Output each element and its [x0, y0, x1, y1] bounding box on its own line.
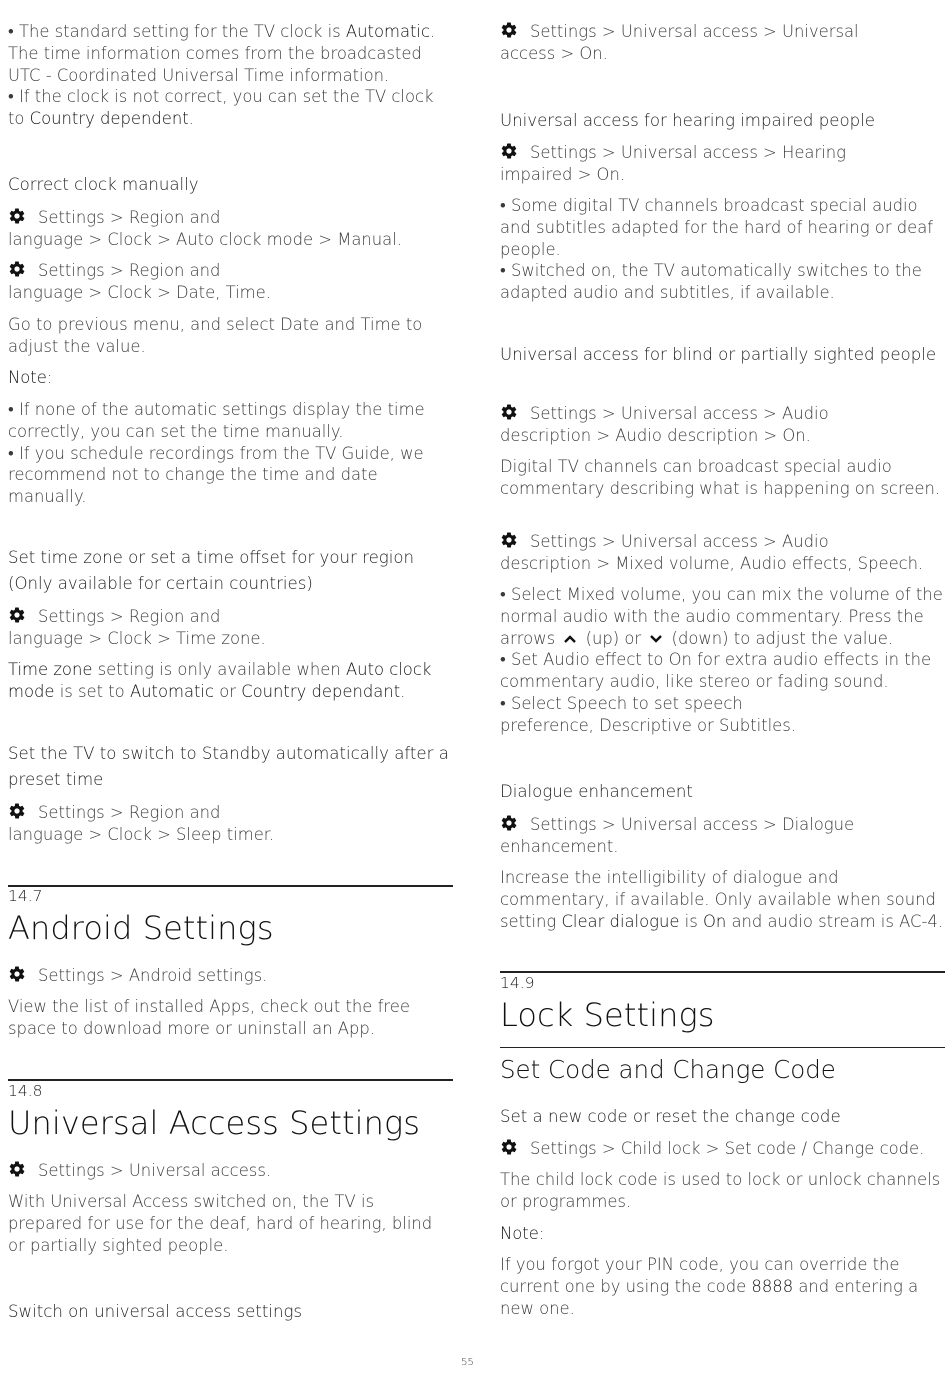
correct-clock-path-2: Settings > Region and language > Clock > Date, Time.	[8, 261, 271, 302]
hearing-bullets	[500, 195, 945, 304]
list-item: • Select Speech to set speech	[500, 693, 743, 713]
universal-path: Settings > Universal access.	[8, 1160, 453, 1182]
correct-clock-heading: Correct clock manually	[8, 175, 199, 194]
time-zone-para: Time zone setting is only available when Auto clock mode is set to Automatic or Country dependant.	[8, 660, 432, 701]
list-item: • Some digital TV channels broadcast special audio and subtitles adapted for the hard of hearing or deaf people.	[500, 196, 934, 259]
gear-icon	[8, 1160, 26, 1178]
section-divider	[8, 885, 453, 887]
list-item: • Switched on, the TV automatically switches to the adapted audio and subtitles, if available.	[500, 261, 922, 303]
hearing-path: Settings > Universal access > Hearing impaired > On.	[500, 143, 846, 184]
section-title-universal-access: Universal Access Settings	[8, 1104, 421, 1142]
list-item: • Select Mixed volume, you can mix the volume of the normal audio with the audio commentary. Press the arrows (up) or (down) to adjust the value.	[500, 585, 943, 648]
blind-bullets: • Select Mixed volume, you can mix the volume of the normal audio with the audio commentary. Press the arrows (up) or (down) to adjust the value. • Set Audio effect to On for extra audio effects in the commentary audio, like stereo or fading sound. • Select Speech to set speech preference, Descriptive or Subtitles.	[500, 584, 945, 737]
list-item: • If none of the automatic settings display the time correctly, you can set the time manually.	[8, 400, 425, 441]
section-title-android: Android Settings	[8, 909, 274, 947]
clock-intro-bullet-2: • If the clock is not correct, you can set the TV clock to Country dependent.	[8, 87, 434, 129]
chevron-up-icon	[563, 633, 577, 645]
page-number: 55	[461, 1357, 474, 1368]
section-divider	[500, 971, 945, 973]
blind-path-2: Settings > Universal access > Audio description > Mixed volume, Audio effects, Speech.	[500, 532, 924, 573]
switch-on-heading: Switch on universal access settings	[8, 1302, 303, 1321]
section-title-lock: Lock Settings	[500, 996, 715, 1034]
gear-icon	[500, 814, 518, 832]
gear-icon	[8, 965, 26, 983]
blind-path-1: Settings > Universal access > Audio description > Audio description > On.	[500, 404, 829, 445]
android-para: View the list of installed Apps, check out the free space to download more or uninstall an App.	[8, 997, 410, 1038]
lock-note: If you forgot your PIN code, you can override the current one by using the code 8888 and entering a new one.	[500, 1255, 919, 1318]
lock-heading: Set a new code or reset the change code	[500, 1107, 841, 1126]
blind-para: Digital TV channels can broadcast special audio commentary describing what is happening on screen.	[500, 457, 941, 498]
correct-clock-bullets	[8, 399, 453, 508]
chevron-down-icon	[649, 633, 663, 645]
section-divider	[8, 1079, 453, 1081]
blind-heading: Universal access for blind or partially sighted people	[500, 345, 937, 364]
section-number: 14.7	[8, 887, 43, 905]
correct-clock-note: Note:	[8, 368, 53, 387]
dialogue-heading: Dialogue enhancement	[500, 782, 693, 801]
standby-path: Settings > Region and language > Clock > Sleep timer.	[8, 803, 275, 844]
list-item: • Set Audio effect to On for extra audio effects in the commentary audio, like stereo or fading sound.	[500, 650, 932, 692]
lock-para: The child lock code is used to lock or unlock channels or programmes.	[500, 1170, 941, 1211]
universal-para: With Universal Access switched on, the TV is prepared for use for the deaf, hard of hearing, blind or partially sighted people.	[8, 1192, 433, 1255]
time-zone-heading: Set time zone or set a time offset for your region (Only available for certain countries)	[8, 548, 415, 593]
switch-on-path: Settings > Universal access > Universal access > On.	[500, 22, 859, 63]
gear-icon	[500, 531, 518, 549]
gear-icon	[500, 1138, 518, 1156]
subsection-divider	[500, 1047, 945, 1048]
standby-heading: Set the TV to switch to Standby automatically after a preset time	[8, 744, 449, 789]
dialogue-para: Increase the intelligibility of dialogue and commentary, if available. Only available when sound setting Clear dialogue is On and audio stream is AC-4.	[500, 868, 944, 931]
clock-intro-bullet-1: • The standard setting for the TV clock is Automatic. The time information comes from the broadcasted UTC - Coordinated Universal Time information.	[8, 22, 436, 85]
gear-icon	[8, 802, 26, 820]
section-number: 14.8	[8, 1082, 43, 1100]
gear-icon	[500, 21, 518, 39]
lock-path: Settings > Child lock > Set code / Change code.	[500, 1138, 945, 1160]
android-path: Settings > Android settings.	[8, 965, 453, 987]
gear-icon	[500, 403, 518, 421]
section-number: 14.9	[500, 974, 535, 992]
gear-icon	[8, 207, 26, 225]
correct-clock-path-1: Settings > Region and language > Clock > Auto clock mode > Manual.	[8, 208, 402, 249]
subsection-title: Set Code and Change Code	[500, 1055, 836, 1084]
gear-icon	[500, 142, 518, 160]
lock-note-label: Note:	[500, 1224, 545, 1243]
hearing-heading: Universal access for hearing impaired people	[500, 111, 875, 130]
dialogue-path: Settings > Universal access > Dialogue enhancement.	[500, 815, 855, 856]
gear-icon	[8, 260, 26, 278]
list-item: • If you schedule recordings from the TV Guide, we recommend not to change the time and date manually.	[8, 443, 424, 507]
correct-clock-section	[8, 172, 453, 198]
correct-clock-para: Go to previous menu, and select Date and Time to adjust the value.	[8, 315, 423, 356]
clock-intro	[8, 21, 453, 130]
time-zone-path: Settings > Region and language > Clock > Time zone.	[8, 607, 266, 648]
gear-icon	[8, 606, 26, 624]
